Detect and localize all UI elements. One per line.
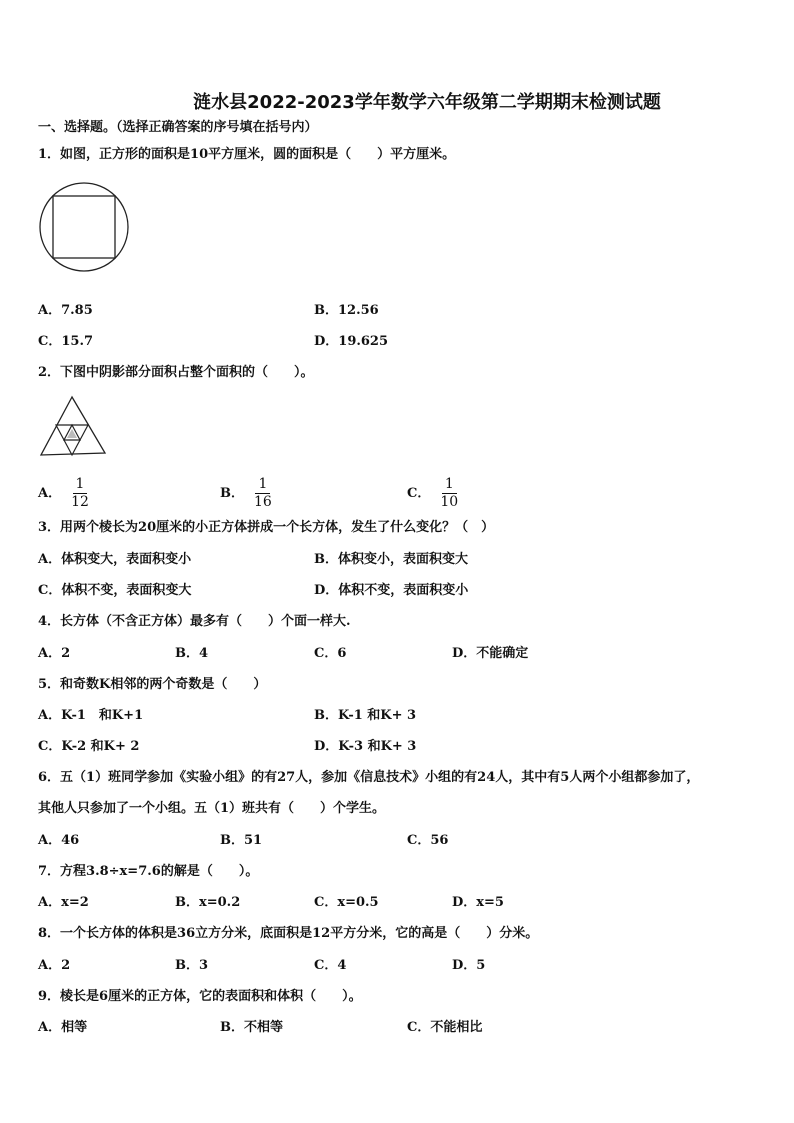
numerator: 1	[442, 476, 457, 494]
denominator: 10	[440, 494, 459, 510]
question-9-option[interactable]: B．不相等	[220, 1020, 283, 1035]
question-6-text: 6．五（1）班同学参加《实验小组》的有27人，参加《信息技术》小组的有24人，其中有5人两个小组都参加了，	[38, 770, 700, 785]
question-6-option[interactable]: C．56	[407, 833, 449, 848]
question-9-text: 9．棱长是6厘米的正方体，它的表面积和体积（ ）。	[38, 989, 362, 1004]
question-8-option[interactable]: B．3	[175, 958, 209, 973]
question-6-option[interactable]: B．51	[220, 833, 263, 848]
question-2-text: 2．下图中阴影部分面积占整个面积的（ ）。	[38, 365, 314, 380]
question-5-option[interactable]: B．K-1 和K+ 3	[314, 708, 417, 723]
question-1-option[interactable]: B．12.56	[314, 303, 379, 318]
question-4-option[interactable]: C．6	[314, 646, 347, 661]
numerator: 1	[73, 476, 88, 494]
question-9-option[interactable]: A．相等	[38, 1020, 88, 1035]
question-3-option[interactable]: C．体积不变，表面积变大	[38, 583, 192, 598]
question-9-option[interactable]: C．不能相比	[407, 1020, 483, 1035]
option-label: B．	[220, 486, 244, 501]
question-2-option[interactable]	[220, 476, 272, 511]
option-label: C．	[407, 486, 431, 501]
question-3-option[interactable]: D．体积不变，表面积变小	[314, 583, 469, 598]
question-6-text: 其他人只参加了一个小组。五（1）班共有（ ）个学生。	[38, 801, 386, 816]
question-2-option[interactable]	[407, 476, 458, 511]
question-7-option[interactable]: A．x=2	[38, 895, 89, 910]
question-1-option[interactable]: D．19.625	[314, 334, 389, 349]
question-4-option[interactable]: B．4	[175, 646, 209, 661]
question-8-option[interactable]: D．5	[452, 958, 486, 973]
question-8-option[interactable]: C．4	[314, 958, 347, 973]
question-8-text: 8．一个长方体的体积是36立方分米，底面积是12平方分米，它的高是（ ）分米。	[38, 926, 539, 941]
triangle-figure	[38, 395, 110, 461]
question-7-option[interactable]: D．x=5	[452, 895, 504, 910]
question-5-option[interactable]: A．K-1 和K+1	[38, 708, 144, 723]
numerator: 1	[255, 476, 270, 494]
question-6-option[interactable]: A．46	[38, 833, 80, 848]
fraction	[440, 476, 458, 511]
fraction	[254, 476, 272, 511]
option-label: A．	[38, 486, 62, 501]
question-2-option[interactable]	[38, 476, 89, 511]
section-heading: 一、选择题。（选择正确答案的序号填在括号内）	[38, 120, 318, 135]
question-7-option[interactable]: C．x=0.5	[314, 895, 379, 910]
question-5-text: 5．和奇数K相邻的两个奇数是（ ）	[38, 677, 267, 692]
question-3-option[interactable]: A．体积变大，表面积变小	[38, 552, 192, 567]
circle-square-figure	[38, 182, 134, 272]
question-7-option[interactable]: B．x=0.2	[175, 895, 241, 910]
question-1-text: 1．如图，正方形的面积是10平方厘米，圆的面积是（ ）平方厘米。	[38, 147, 456, 162]
question-8-option[interactable]: A．2	[38, 958, 71, 973]
question-7-text: 7．方程3.8÷x=7.6的解是（ ）。	[38, 864, 259, 879]
question-3-option[interactable]: B．体积变小，表面积变大	[314, 552, 468, 567]
question-3-text: 3．用两个棱长为20厘米的小正方体拼成一个长方体，发生了什么变化？（ ）	[38, 520, 495, 535]
question-1-option[interactable]: A．7.85	[38, 303, 93, 318]
page-title: 涟水县2022-2023学年数学六年级第二学期期末检测试题	[193, 92, 661, 113]
question-5-option[interactable]: D．K-3 和K+ 3	[314, 739, 417, 754]
fraction	[71, 476, 89, 511]
question-1-option[interactable]: C．15.7	[38, 334, 94, 349]
question-5-option[interactable]: C．K-2 和K+ 2	[38, 739, 140, 754]
question-4-option[interactable]: A．2	[38, 646, 71, 661]
denominator: 16	[254, 494, 272, 510]
denominator: 12	[71, 494, 89, 510]
question-4-option[interactable]: D．不能确定	[452, 646, 529, 661]
question-4-text: 4．长方体（不含正方体）最多有（ ）个面一样大.	[38, 614, 351, 629]
